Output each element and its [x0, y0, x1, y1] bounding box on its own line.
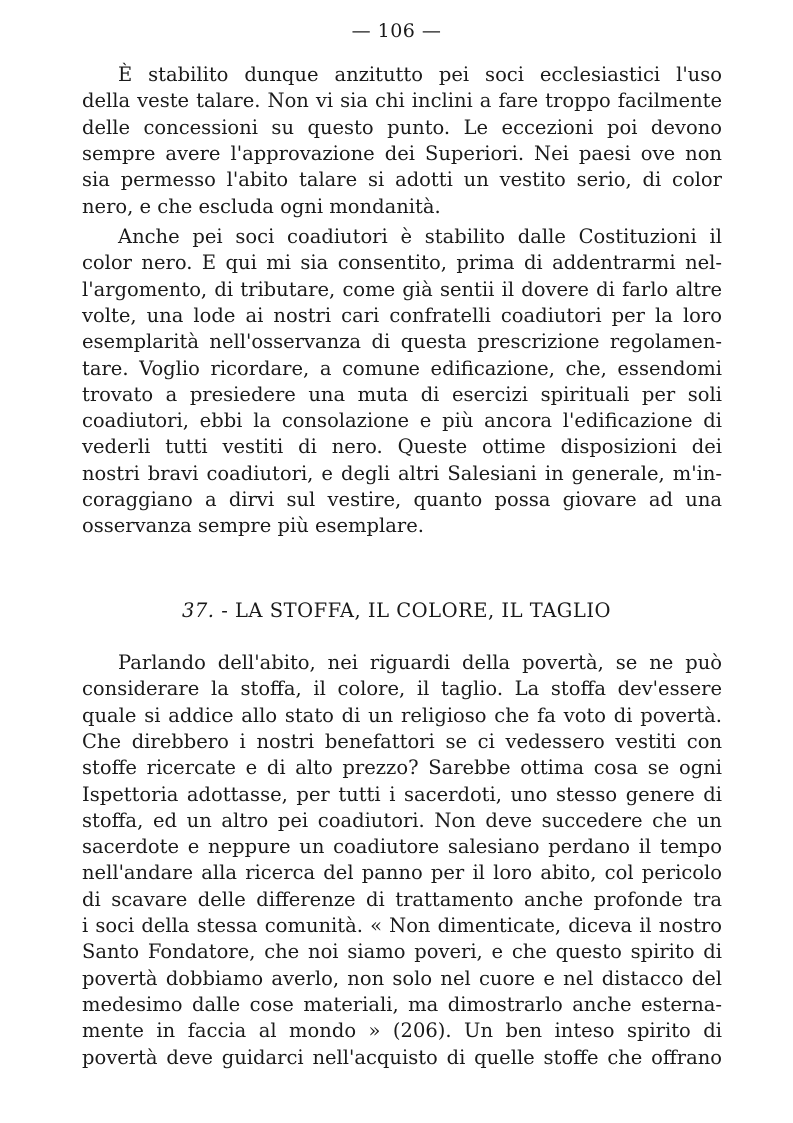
- text-line: coadiutori, ebbi la consolazione e più ancora l'edificazione di: [82, 409, 722, 433]
- section-heading: [0, 599, 793, 622]
- text-line: delle concessioni su questo punto. Le eccezioni poi devono: [82, 115, 722, 139]
- text-line: coraggiano a dirvi sul vestire, quanto possa giovare ad una: [82, 488, 722, 511]
- text-line: stoffa, ed un altro pei coadiutori. Non deve succedere che un: [82, 808, 722, 832]
- text-line: È stabilito dunque anzitutto pei soci ecclesiastici l'uso: [118, 63, 722, 86]
- text-line: trovato a presiedere una muta di esercizi spirituali per soli: [82, 382, 722, 406]
- text-line: stoffe ricercate e di alto prezzo? Sarebbe ottima cosa se ogni: [82, 756, 722, 780]
- text-line: nostri bravi coadiutori, e degli altri Salesiani in generale, m'in-: [82, 461, 722, 485]
- text-line: vederli tutti vestiti di nero. Queste ottime disposizioni dei: [82, 435, 722, 459]
- text-line: sia permesso l'abito talare si adotti un vestito serio, di color: [82, 168, 722, 192]
- text-line: medesimo dalle cose materiali, ma dimostrarlo anche esterna-: [82, 992, 722, 1016]
- text-line: i soci della stessa comunità. « Non dimenticate, diceva il nostro: [82, 914, 722, 937]
- text-line: l'argomento, di tributare, come già sentii il dovere di farlo altre: [82, 277, 722, 301]
- text-line: povertà dobbiamo averlo, non solo nel cuore e nel distacco del: [82, 966, 722, 990]
- section-separator: -: [221, 599, 229, 622]
- text-line: della veste talare. Non vi sia chi inclini a fare troppo facilmente: [82, 89, 722, 113]
- text-line: color nero. E qui mi sia consentito, prima di addentrarmi nel-: [82, 251, 722, 275]
- text-line: quale si addice allo stato di un religioso che fa voto di povertà.: [82, 703, 722, 727]
- text-line: Che direbbero i nostri benefattori se ci vedessero vestiti con: [82, 729, 722, 753]
- section-title: LA STOFFA, IL COLORE, IL TAGLIO: [234, 599, 612, 622]
- text-line: sempre avere l'approvazione dei Superiori. Nei paesi ove non: [82, 141, 722, 165]
- text-line: Anche pei soci coadiutori è stabilito dalle Costituzioni il: [118, 225, 722, 248]
- text-line: nero, e che escluda ogni mondanità.: [82, 194, 441, 218]
- text-line: mente in faccia al mondo » (206). Un ben inteso spirito di: [82, 1019, 722, 1043]
- text-line: sacerdote e neppure un coadiutore salesiano perdano il tempo: [82, 835, 722, 859]
- text-line: Santo Fondatore, che noi siamo poveri, e che questo spirito di: [82, 940, 722, 964]
- text-line: volte, una lode ai nostri cari confratelli coadiutori per la loro: [82, 303, 722, 327]
- text-line: osservanza sempre più esemplare.: [82, 514, 424, 538]
- text-line: tare. Voglio ricordare, a comune edificazione, che, essendomi: [82, 356, 722, 380]
- text-line: Parlando dell'abito, nei riguardi della povertà, se ne può: [118, 651, 722, 674]
- text-line: povertà deve guidarci nell'acquisto di quelle stoffe che offrano: [82, 1045, 722, 1069]
- text-line: nell'andare alla ricerca del panno per il loro abito, col pericolo: [82, 861, 722, 885]
- text-line: di scavare delle differenze di trattamento anche profonde tra: [82, 887, 722, 911]
- section-number: 37.: [181, 599, 215, 622]
- text-line: considerare la stoffa, il colore, il taglio. La stoffa dev'essere: [82, 677, 722, 701]
- text-line: Ispettoria adottasse, per tutti i sacerdoti, uno stesso genere di: [82, 782, 722, 806]
- page-number: — 106 —: [351, 20, 442, 42]
- text-line: esemplarità nell'osservanza di questa prescrizione regolamen-: [82, 330, 722, 354]
